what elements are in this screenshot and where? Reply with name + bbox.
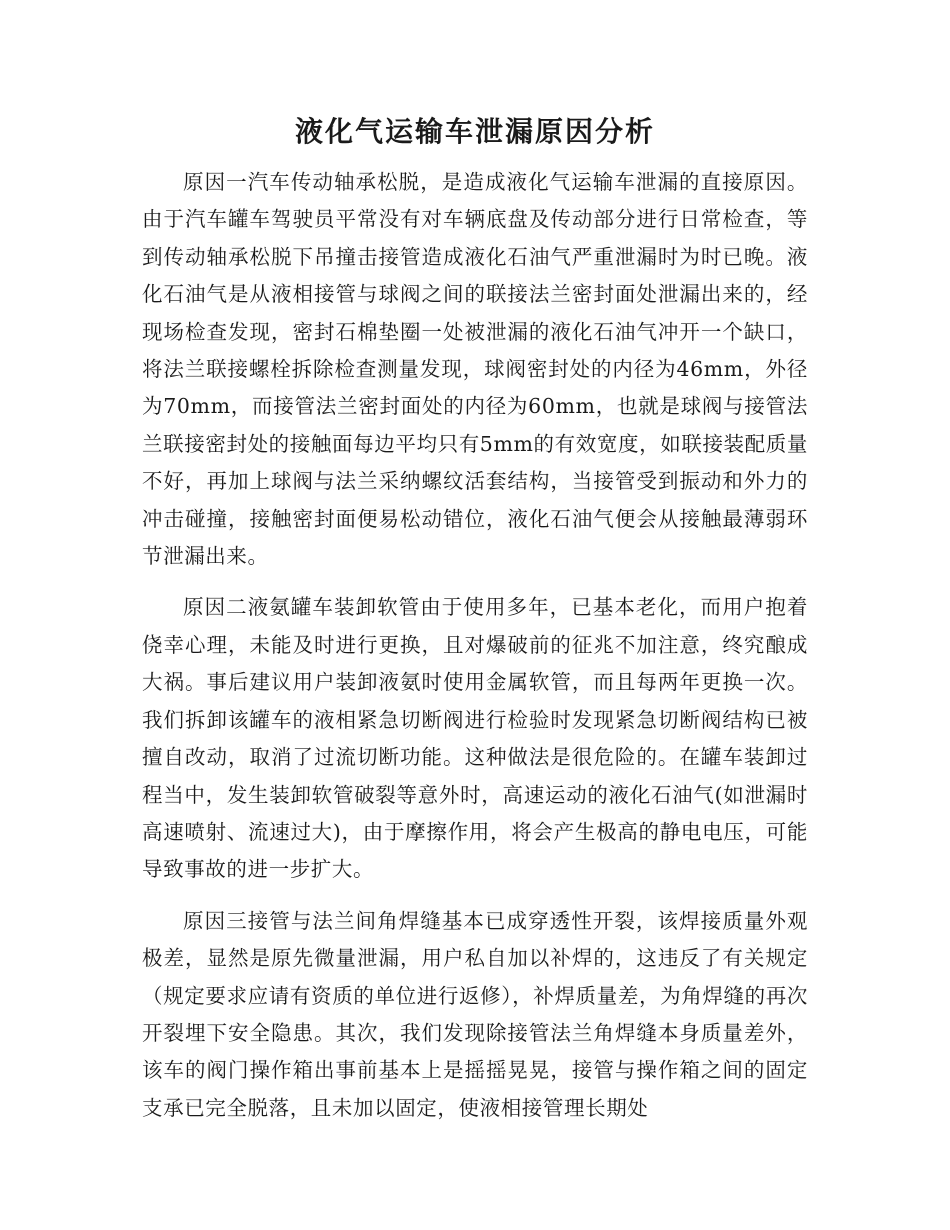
paragraph-reason-two: 原因二液氨罐车装卸软管由于使用多年，已基本老化，而用户抱着侥幸心理，未能及时进行更换，且对爆破前的征兆不加注意，终究酿成大祸。事后建议用户装卸液氨时使用金属软管，而且每两年更换一次。我们拆卸该罐车的液相紧急切断阀进行检验时发现紧急切断阀结构已被擅自改动，取消了过流切断功能。这种做法是很危险的。在罐车装卸过程当中，发生装卸软管破裂等意外时，高速运动的液化石油气(如泄漏时高速喷射、流速过大)，由于摩擦作用，将会产生极高的静电电压，可能导致事故的进一步扩大。 bbox=[142, 595, 808, 882]
document-body bbox=[142, 164, 808, 1141]
paragraph-reason-one: 原因一汽车传动轴承松脱，是造成液化气运输车泄漏的直接原因。由于汽车罐车驾驶员平常没有对车辆底盘及传动部分进行日常检查，等到传动轴承松脱下吊撞击接管造成液化石油气严重泄漏时为时已晚。液化石油气是从液相接管与球阀之间的联接法兰密封面处泄漏出来的，经现场检查发现，密封石棉垫圈一处被泄漏的液化石油气冲开一个缺口，将法兰联接螺栓拆除检查测量发现，球阀密封处的内径为46mm，外径为70mm，而接管法兰密封面处的内径为60mm，也就是球阀与接管法兰联接密封处的接触面每边平均只有5mm的有效宽度，如联接装配质量不好，再加上球阀与法兰采纳螺纹活套结构，当接管受到振动和外力的冲击碰撞，接触密封面便易松动错位，液化石油气便会从接触最薄弱环节泄漏出来。 bbox=[142, 170, 808, 569]
document-title: 液化气运输车泄漏原因分析 bbox=[294, 115, 655, 148]
paragraph-reason-three: 原因三接管与法兰间角焊缝基本已成穿透性开裂，该焊接质量外观极差，显然是原先微量泄漏，用户私自加以补焊的，这违反了有关规定（规定要求应请有资质的单位进行返修），补焊质量差，为角焊缝的再次开裂埋下安全隐患。其次，我们发现除接管法兰角焊缝本身质量差外，该车的阀门操作箱出事前基本上是摇摇晃晃，接管与操作箱之间的固定支承已完全脱落，且未加以固定，使液相接管理长期处 bbox=[142, 908, 808, 1120]
